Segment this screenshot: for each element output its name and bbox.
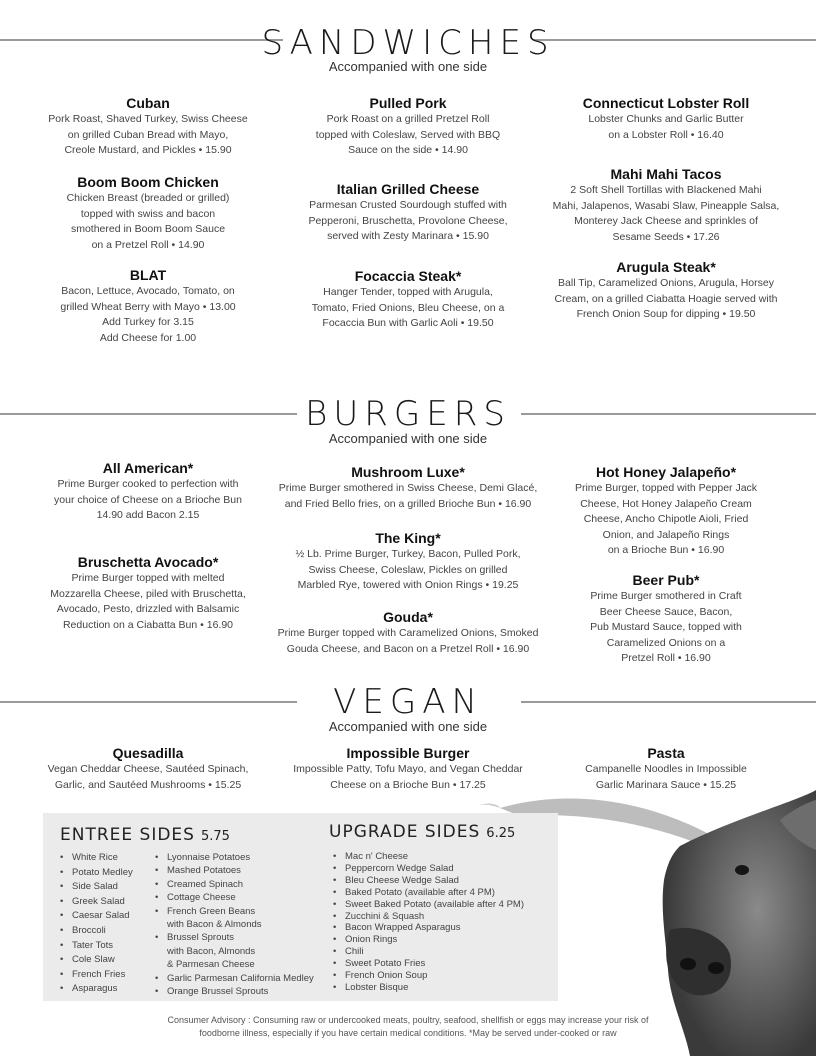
list-item: • Chili [333,946,524,958]
list-item: • Cole Slaw [60,953,133,968]
item-desc: Prime Burger smothered in Swiss Cheese, Demi Glacé, and Fried Bello fries, on a grilled Brioche Bun • 16.90 [278,482,538,510]
item-desc: Pork Roast on a grilled Pretzel Roll topped with Coleslaw, Served with BBQ Sauce on the side • 14.90 [315,113,501,156]
item-name: Pasta [647,745,685,761]
item-name: Mushroom Luxe* [351,464,465,480]
item-desc: Prime Burger topped with melted Mozzarella Cheese, piled with Bruschetta, Avocado, Pesto, drizzled with Balsamic Reduction on a Ciabatta Bun • 16.90 [50,572,246,631]
item-desc: Campanelle Noodles in Impossible Garlic Marinara Sauce • 15.25 [585,763,747,791]
item-name: Focaccia Steak* [354,268,462,284]
list-item: • Brussel Sprouts with Bacon, Almonds & Parmesan Cheese [155,931,314,971]
menu-item-mushroom-luxe [268,463,548,512]
item-desc: 2 Soft Shell Tortillas with Blackened Mahi Mahi, Jalapenos, Wasabi Slaw, Pineapple Salsa, Monterey Jack Cheese and sprinkles of Sesame Seeds • 17.26 [552,184,780,243]
item-name: The King* [375,530,441,546]
list-item: • Bleu Cheese Wedge Salad [333,875,524,887]
list-item: • Asparagus [60,982,133,997]
item-name: Beer Pub* [632,572,700,588]
entree-sides-heading [60,825,230,845]
item-name: Boom Boom Chicken [77,174,219,190]
item-name: Impossible Burger [346,745,470,761]
entree-sides-list-2 [155,851,314,998]
list-item: • White Rice [60,851,133,866]
menu-item-lobster-roll [546,94,786,143]
menu-item-the-king [268,529,548,594]
list-item: • Mac n' Cheese [333,851,524,863]
entree-sides-title: ENTREE SIDES [60,825,195,845]
item-name: Gouda* [383,609,433,625]
item-name: Hot Honey Jalapeño* [595,464,737,480]
menu-item-hot-honey-jalapeno [546,463,786,559]
list-item: • Onion Rings [333,934,524,946]
item-name: Bruschetta Avocado* [77,554,219,570]
list-item: • Caesar Salad [60,909,133,924]
burgers-title: BURGERS [305,394,511,434]
list-item: • Bacon Wrapped Asparagus [333,922,524,934]
list-item: • Greek Salad [60,895,133,910]
list-item: • Cottage Cheese [155,891,314,904]
list-item: • Broccoli [60,924,133,939]
list-item: • Lobster Bisque [333,982,524,994]
list-item: • Potato Medley [60,866,133,881]
item-name: All American* [102,460,194,476]
list-item: • French Fries [60,968,133,983]
menu-item-boom-boom-chicken [28,173,268,253]
menu-item-blat [28,266,268,346]
menu-item-mahi-mahi-tacos [546,165,786,245]
sandwiches-subtitle: Accompanied with one side [328,59,488,74]
item-name: Quesadilla [112,745,184,761]
vegan-title: VEGAN [333,682,483,722]
item-name: BLAT [129,267,167,283]
upgrade-sides-heading [329,822,515,842]
menu-item-bruschetta-avocado [28,553,268,633]
menu-item-beer-pub [546,571,786,667]
list-item: • French Onion Soup [333,970,524,982]
item-name: Arugula Steak* [616,259,716,275]
item-desc: Ball Tip, Caramelized Onions, Arugula, Horsey Cream, on a grilled Ciabatta Hoagie served with French Onion Soup for dipping • 19.50 [554,277,778,320]
upgrade-sides-price: 6.25 [486,826,516,841]
menu-item-gouda [268,608,548,657]
item-desc: Prime Burger topped with Caramelized Onions, Smoked Gouda Cheese, and Bacon on a Pretzel Roll • 16.90 [277,627,539,655]
item-desc: Prime Burger cooked to perfection with your choice of Cheese on a Brioche Bun 14.90 add Bacon 2.15 [54,478,242,521]
item-desc: Impossible Patty, Tofu Mayo, and Vegan Cheddar Cheese on a Brioche Bun • 17.25 [293,763,523,791]
menu-item-arugula-steak [546,258,786,323]
item-desc: Hanger Tender, topped with Arugula, Tomato, Fried Onions, Bleu Cheese, on a Focaccia Bun with Garlic Aoli • 19.50 [311,286,505,329]
list-item: • Side Salad [60,880,133,895]
item-name: Pulled Pork [369,95,447,111]
list-item: • Sweet Potato Fries [333,958,524,970]
item-desc: Pork Roast, Shaved Turkey, Swiss Cheese on grilled Cuban Bread with Mayo, Creole Mustard, and Pickles • 15.90 [48,113,248,156]
item-desc: ½ Lb. Prime Burger, Turkey, Bacon, Pulled Pork, Swiss Cheese, Coleslaw, Pickles on grilled Marbled Rye, towered with Onion Rings • 19.25 [295,548,521,591]
entree-sides-price: 5.75 [200,829,230,844]
sandwiches-title: SANDWICHES [261,23,555,63]
item-desc: Prime Burger smothered in Craft Beer Cheese Sauce, Bacon, Pub Mustard Sauce, topped with Caramelized Onions on a Pretzel Roll • 16.90 [590,590,742,664]
upgrade-sides-title: UPGRADE SIDES [329,822,481,842]
burgers-subtitle: Accompanied with one side [328,431,488,446]
list-item: • Zucchini & Squash [333,911,524,923]
item-desc: Prime Burger, topped with Pepper Jack Cheese, Hot Honey Jalapeño Cream Cheese, Ancho Chipotle Aioli, Fried Onion, and Jalapeño Rings on a Brioche Bun • 16.90 [574,482,758,556]
item-name: Connecticut Lobster Roll [582,95,750,111]
item-desc: Lobster Chunks and Garlic Butter on a Lobster Roll • 16.40 [588,113,744,141]
item-desc: Chicken Breast (breaded or grilled) topped with swiss and bacon smothered in Boom Boom Sauce on a Pretzel Roll • 14.90 [66,192,230,251]
list-item: • Lyonnaise Potatoes [155,851,314,864]
list-item: • Orange Brussel Sprouts [155,985,314,998]
consumer-advisory: Consumer Advisory : Consuming raw or undercooked meats, poultry, seafood, shellfish or eggs may increase your risk of foodborne illness, especially if you have certain medical conditions. *May be served under-cooked or raw [167,1015,649,1038]
menu-item-pasta [546,744,786,793]
item-name: Mahi Mahi Tacos [610,166,722,182]
menu-item-quesadilla [28,744,268,793]
list-item: • Peppercorn Wedge Salad [333,863,524,875]
item-desc: Vegan Cheddar Cheese, Sautéed Spinach, Garlic, and Sautéed Mushrooms • 15.25 [47,763,249,791]
menu-item-focaccia-steak [283,267,533,332]
entree-sides-list-1 [60,851,133,997]
menu-item-pulled-pork [283,94,533,159]
menu-item-all-american [28,459,268,524]
item-name: Italian Grilled Cheese [336,181,480,197]
menu-item-italian-grilled-cheese [283,180,533,245]
menu-item-cuban [28,94,268,159]
item-name: Cuban [126,95,170,111]
sides-panel [43,813,558,1001]
list-item: • French Green Beans with Bacon & Almonds [155,905,314,932]
list-item: • Garlic Parmesan California Medley [155,972,314,985]
upgrade-sides-list [333,851,524,994]
list-item: • Creamed Spinach [155,878,314,891]
menu-item-impossible-burger [278,744,538,793]
item-desc: Bacon, Lettuce, Avocado, Tomato, on grilled Wheat Berry with Mayo • 13.00 Add Turkey for 3.15 Add Cheese for 1.00 [60,285,236,344]
list-item: • Tater Tots [60,939,133,954]
item-desc: Parmesan Crusted Sourdough stuffed with Pepperoni, Bruschetta, Provolone Cheese, served with Zesty Marinara • 15.90 [308,199,508,242]
vegan-subtitle: Accompanied with one side [328,719,488,734]
list-item: • Sweet Baked Potato (available after 4 PM) [333,899,524,911]
list-item: • Baked Potato (available after 4 PM) [333,887,524,899]
list-item: • Mashed Potatoes [155,864,314,877]
